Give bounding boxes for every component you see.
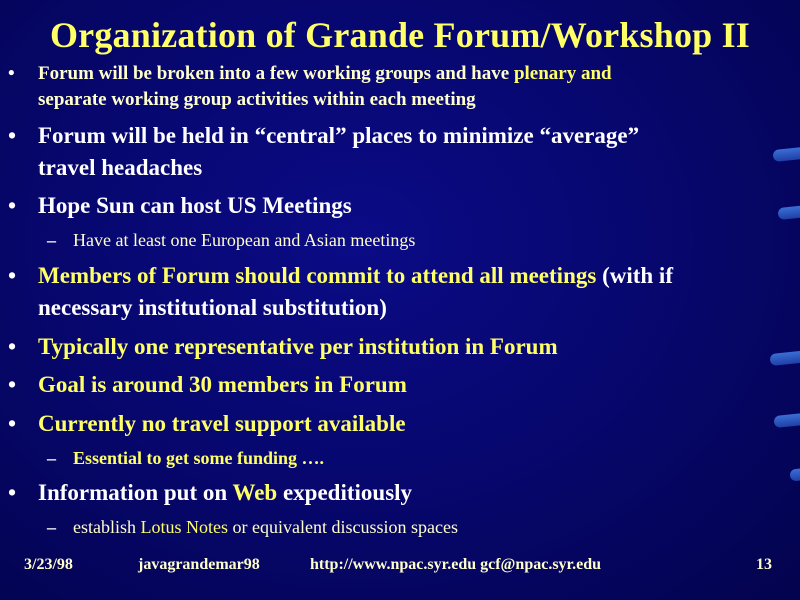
bullet-text bbox=[38, 408, 790, 440]
highlight-text: Members of Forum should commit to attend all meetings bbox=[38, 263, 597, 288]
bullet-text bbox=[73, 446, 790, 470]
footer-filename: javagrandemar98 bbox=[138, 556, 260, 573]
bullet-glyph: • bbox=[8, 372, 17, 397]
text-part: expeditiously bbox=[277, 480, 413, 505]
highlight-text: Web bbox=[232, 480, 278, 505]
text-part: Forum will be broken into a few working groups and have bbox=[38, 63, 514, 84]
text-part: (with if bbox=[596, 263, 673, 288]
bullet-text bbox=[38, 120, 790, 184]
footer-date: 3/23/98 bbox=[24, 556, 73, 573]
page-number: 13 bbox=[756, 556, 772, 573]
bullet-glyph: • bbox=[8, 123, 17, 148]
footer-url: http://www.npac.syr.edu gcf@npac.syr.edu bbox=[310, 556, 602, 573]
text-part: travel headaches bbox=[38, 155, 203, 180]
bullet-glyph: • bbox=[8, 63, 15, 84]
text-part: necessary institutional substitution) bbox=[38, 295, 387, 320]
text-part: Have at least one European and Asian meetings bbox=[73, 230, 416, 250]
highlight-text: Goal is around 30 members in Forum bbox=[38, 372, 407, 397]
bullet-text bbox=[38, 369, 790, 401]
text-part: Hope Sun can host US Meetings bbox=[38, 193, 352, 218]
bullet-text bbox=[73, 515, 790, 539]
dash-glyph: – bbox=[47, 230, 56, 250]
bullet-text bbox=[38, 477, 790, 509]
highlight-text: Currently no travel support available bbox=[38, 411, 406, 436]
bullet-text bbox=[38, 190, 790, 222]
dash-glyph: – bbox=[47, 448, 56, 468]
text-part: establish bbox=[73, 517, 141, 537]
bullet-text bbox=[73, 228, 790, 252]
text-part: Information put on bbox=[38, 480, 233, 505]
highlight-text: plenary and bbox=[513, 63, 612, 84]
decorative-bar bbox=[789, 466, 800, 481]
bullet-glyph: • bbox=[8, 334, 17, 359]
bullet-glyph: • bbox=[8, 480, 17, 505]
bullet-glyph: • bbox=[8, 263, 17, 288]
bullet-text bbox=[38, 260, 790, 324]
text-part: or equivalent discussion spaces bbox=[228, 517, 458, 537]
bullet-glyph: • bbox=[8, 193, 17, 218]
bullet-glyph: • bbox=[8, 411, 17, 436]
highlight-text: Lotus Notes bbox=[140, 517, 228, 537]
text-part: Forum will be held in “central” places to minimize “average” bbox=[38, 123, 640, 148]
highlight-text: Typically one representative per institution in Forum bbox=[38, 334, 558, 359]
bullet-text bbox=[38, 61, 790, 113]
bullet-text bbox=[38, 331, 790, 363]
text-part: separate working group activities within each meeting bbox=[38, 89, 476, 110]
slide-title: Organization of Grande Forum/Workshop II bbox=[49, 15, 751, 55]
highlight-text: Essential to get some funding …. bbox=[73, 448, 325, 468]
dash-glyph: – bbox=[47, 517, 56, 537]
